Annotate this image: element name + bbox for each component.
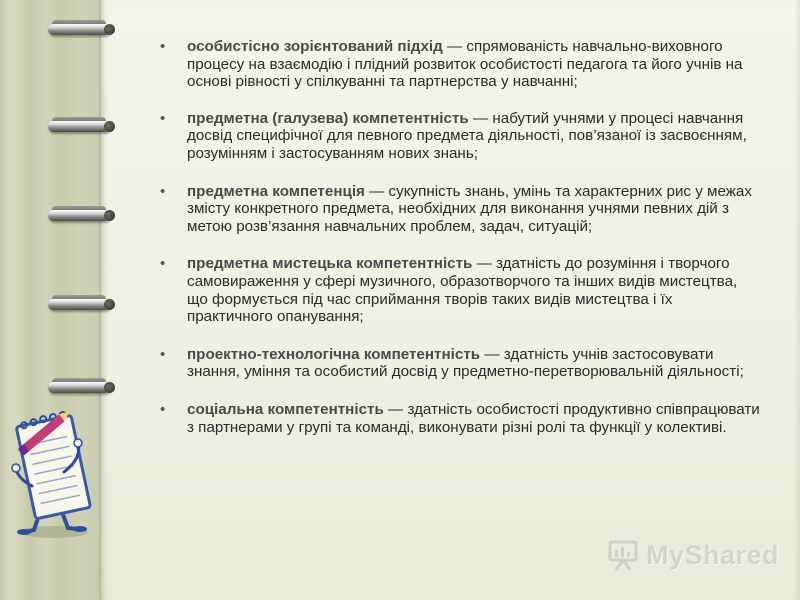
term: предметна (галузева) компетентність (187, 109, 469, 127)
definition-list (160, 38, 760, 436)
definition: сукупність знань, умінь та характерних рис у межах змісту конкретного предмета, необхідних для виконання учнями певних дій з метою розв’язання навчальних проблем, задач, ситуацій; (187, 182, 752, 235)
term: проектно-технологічна компетентність (187, 345, 481, 363)
term: особистісно зорієнтований підхід (187, 38, 443, 55)
bullet: • (160, 255, 166, 273)
bullet: • (160, 38, 166, 55)
definition: спрямованість навчально-виховного процесу на взаємодію і плідний розвиток особистості педагога та його учнів на основі рівності у спілкуванні та партнерства у навчанні; (187, 38, 743, 91)
term: предметна компетенція (187, 182, 365, 200)
list-item (160, 346, 760, 381)
logo-text: MyShared (646, 539, 780, 570)
binder-ring-icon (48, 208, 116, 224)
dash: — (468, 109, 493, 127)
term: предметна мистецька компетентність (187, 255, 473, 273)
dash: — (480, 345, 504, 363)
definition: здатність учнів застосовувати знання, уміння та особистий досвід у предметно-перетворювальній діяльності; (187, 345, 744, 381)
term: соціальна компетентність (187, 400, 384, 418)
list-item (160, 110, 760, 163)
binder-ring-icon (48, 297, 116, 313)
dash: — (383, 400, 408, 418)
bullet: • (160, 109, 166, 127)
binder-ring-icon (48, 119, 116, 135)
list-item (160, 255, 760, 325)
dash: — (472, 255, 497, 273)
binder-ring-icon (48, 380, 116, 396)
presentation-board-icon (606, 538, 640, 572)
definition: здатність особистості продуктивно співпрацювати з партнерами у групі та команді, виконувати різні ролі та функції у колективі. (187, 400, 760, 436)
dash: — (442, 38, 467, 55)
bullet: • (160, 182, 166, 200)
definition: здатність до розуміння і творчого самовираження у сфері музичного, образотворчого та інших видів мистецтва, що формується під час сприймання творів таких видів мистецтва і їх практичного опанування; (187, 255, 738, 326)
myshared-logo (606, 538, 779, 572)
list-item (160, 38, 760, 91)
bullet: • (160, 345, 166, 363)
list-item (160, 183, 760, 236)
notepad-with-pen-character-icon (4, 400, 100, 540)
definition: набутий учнями у процесі навчання досвід специфічної для певного предмета діяльності, пов’язаної із засвоєнням, розумінням і застосуванням нових знань; (187, 109, 747, 162)
list-item (160, 401, 760, 436)
binder-ring-icon (48, 22, 116, 38)
bullet: • (160, 400, 166, 418)
dash: — (364, 182, 389, 200)
